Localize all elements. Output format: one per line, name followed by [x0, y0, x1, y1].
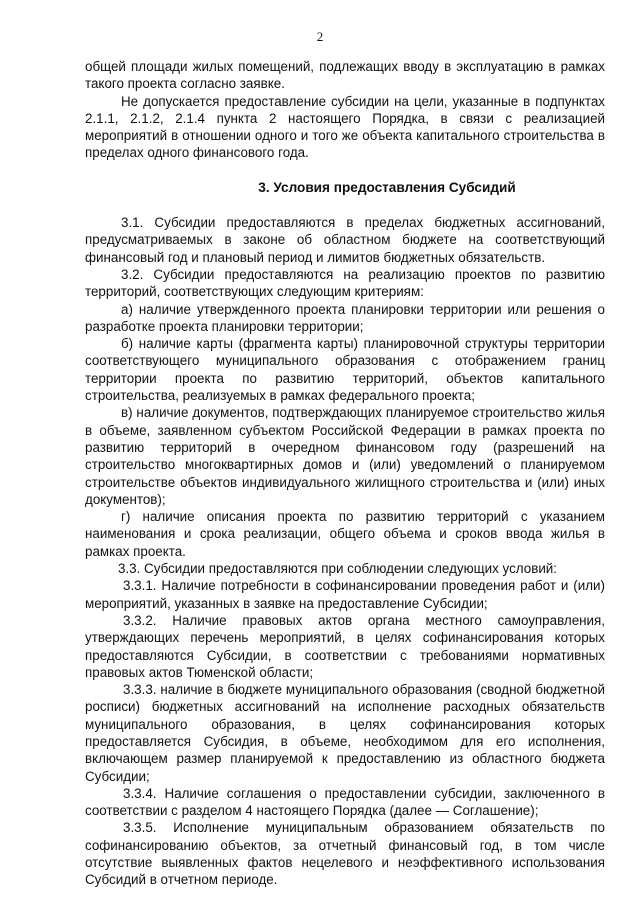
page-number: 2 [316, 29, 324, 44]
paragraph-3-3-5: 3.3.5. Исполнение муниципальным образованием обязательств по софинансированию объектов, за отчетный финансовый год, в том числе отсутствие выявленных фактов нецелевого и неэффективного использования Субсидий в отчетном периоде. [85, 820, 605, 888]
paragraph-continuation: общей площади жилых помещений, подлежащих вводу в эксплуатацию в рамках такого проекта согласно заявке. [85, 59, 605, 92]
spacer [85, 196, 605, 214]
section-title: 3. Условия предоставления Субсидий [258, 179, 516, 195]
paragraph-3-1: 3.1. Субсидии предоставляются в пределах бюджетных ассигнований, предусматриваемых в законе об областном бюджете на соответствующий финансовый год и плановый период и лимитов бюджетных обязательств. [85, 215, 605, 265]
paragraph-restriction: Не допускается предоставление субсидии на цели, указанные в подпунктах 2.1.1, 2.1.2, 2.1.4 пункта 2 настоящего Порядка, в связи с реализацией мероприятий в отношении одного и того же объекта капитального строительства в пределах одного финансового года. [85, 93, 605, 161]
spacer [85, 162, 605, 179]
criterion-d: г) наличие описания проекта по развитию территорий с указанием наименования и срока реализации, общего объема и сроков ввода жилья в рамках проекта. [85, 509, 605, 559]
paragraph-3-3: 3.3. Субсидии предоставляются при соблюдении следующих условий: [118, 561, 557, 577]
paragraph-3-2: 3.2. Субсидии предоставляются на реализацию проектов по развитию территорий, соответствующих следующим критериям: [85, 266, 605, 300]
document-body [85, 58, 605, 889]
paragraph-3-3-4: 3.3.4. Наличие соглашения о предоставлении субсидии, заключенного в соответствии с разделом 4 настоящего Порядка (далее — Соглашение); [85, 785, 605, 819]
criterion-b: б) наличие карты (фрагмента карты) планировочной структуры территории соответствующего муниципального образования с отображением границ территории проекта по развитию территорий, объектов капитального строительства, реализуемых в рамках федерального проекта; [85, 336, 605, 404]
paragraph-3-3-2: 3.3.2. Наличие правовых актов органа местного самоуправления, утверждающих перечень мероприятий, в целях софинансирования которых предоставляются Субсидии, в соответствии с требованиями нормативных правовых актов Тюменской области; [85, 612, 605, 680]
paragraph-3-3-1: 3.3.1. Наличие потребности в софинансировании проведения работ и (или) мероприятий, указанных в заявке на предоставление Субсидии; [85, 578, 605, 611]
criterion-a: а) наличие утвержденного проекта планировки территории или решения о разработке проекта планировки территории; [85, 301, 605, 334]
criterion-c: в) наличие документов, подтверждающих планируемое строительство жилья в объеме, заявленном субъектом Российской Федерации в рамках проекта по развитию территорий в очередном финансовом году (разрешений на строительство многоквартирных домов и (или) уведомлений о планируемом строительстве объектов индивидуального жилищного строительства и (или) иных документов); [85, 405, 605, 507]
paragraph-3-3-3: 3.3.3. наличие в бюджете муниципального образования (сводной бюджетной росписи) бюджетных ассигнований на исполнение расходных обязательств муниципального образования, в целях софинансирования которых предоставляется Субсидия, в объеме, необходимом для его исполнения, включающем размер планируемой к предоставлению из областного бюджета Субсидии; [85, 682, 605, 784]
